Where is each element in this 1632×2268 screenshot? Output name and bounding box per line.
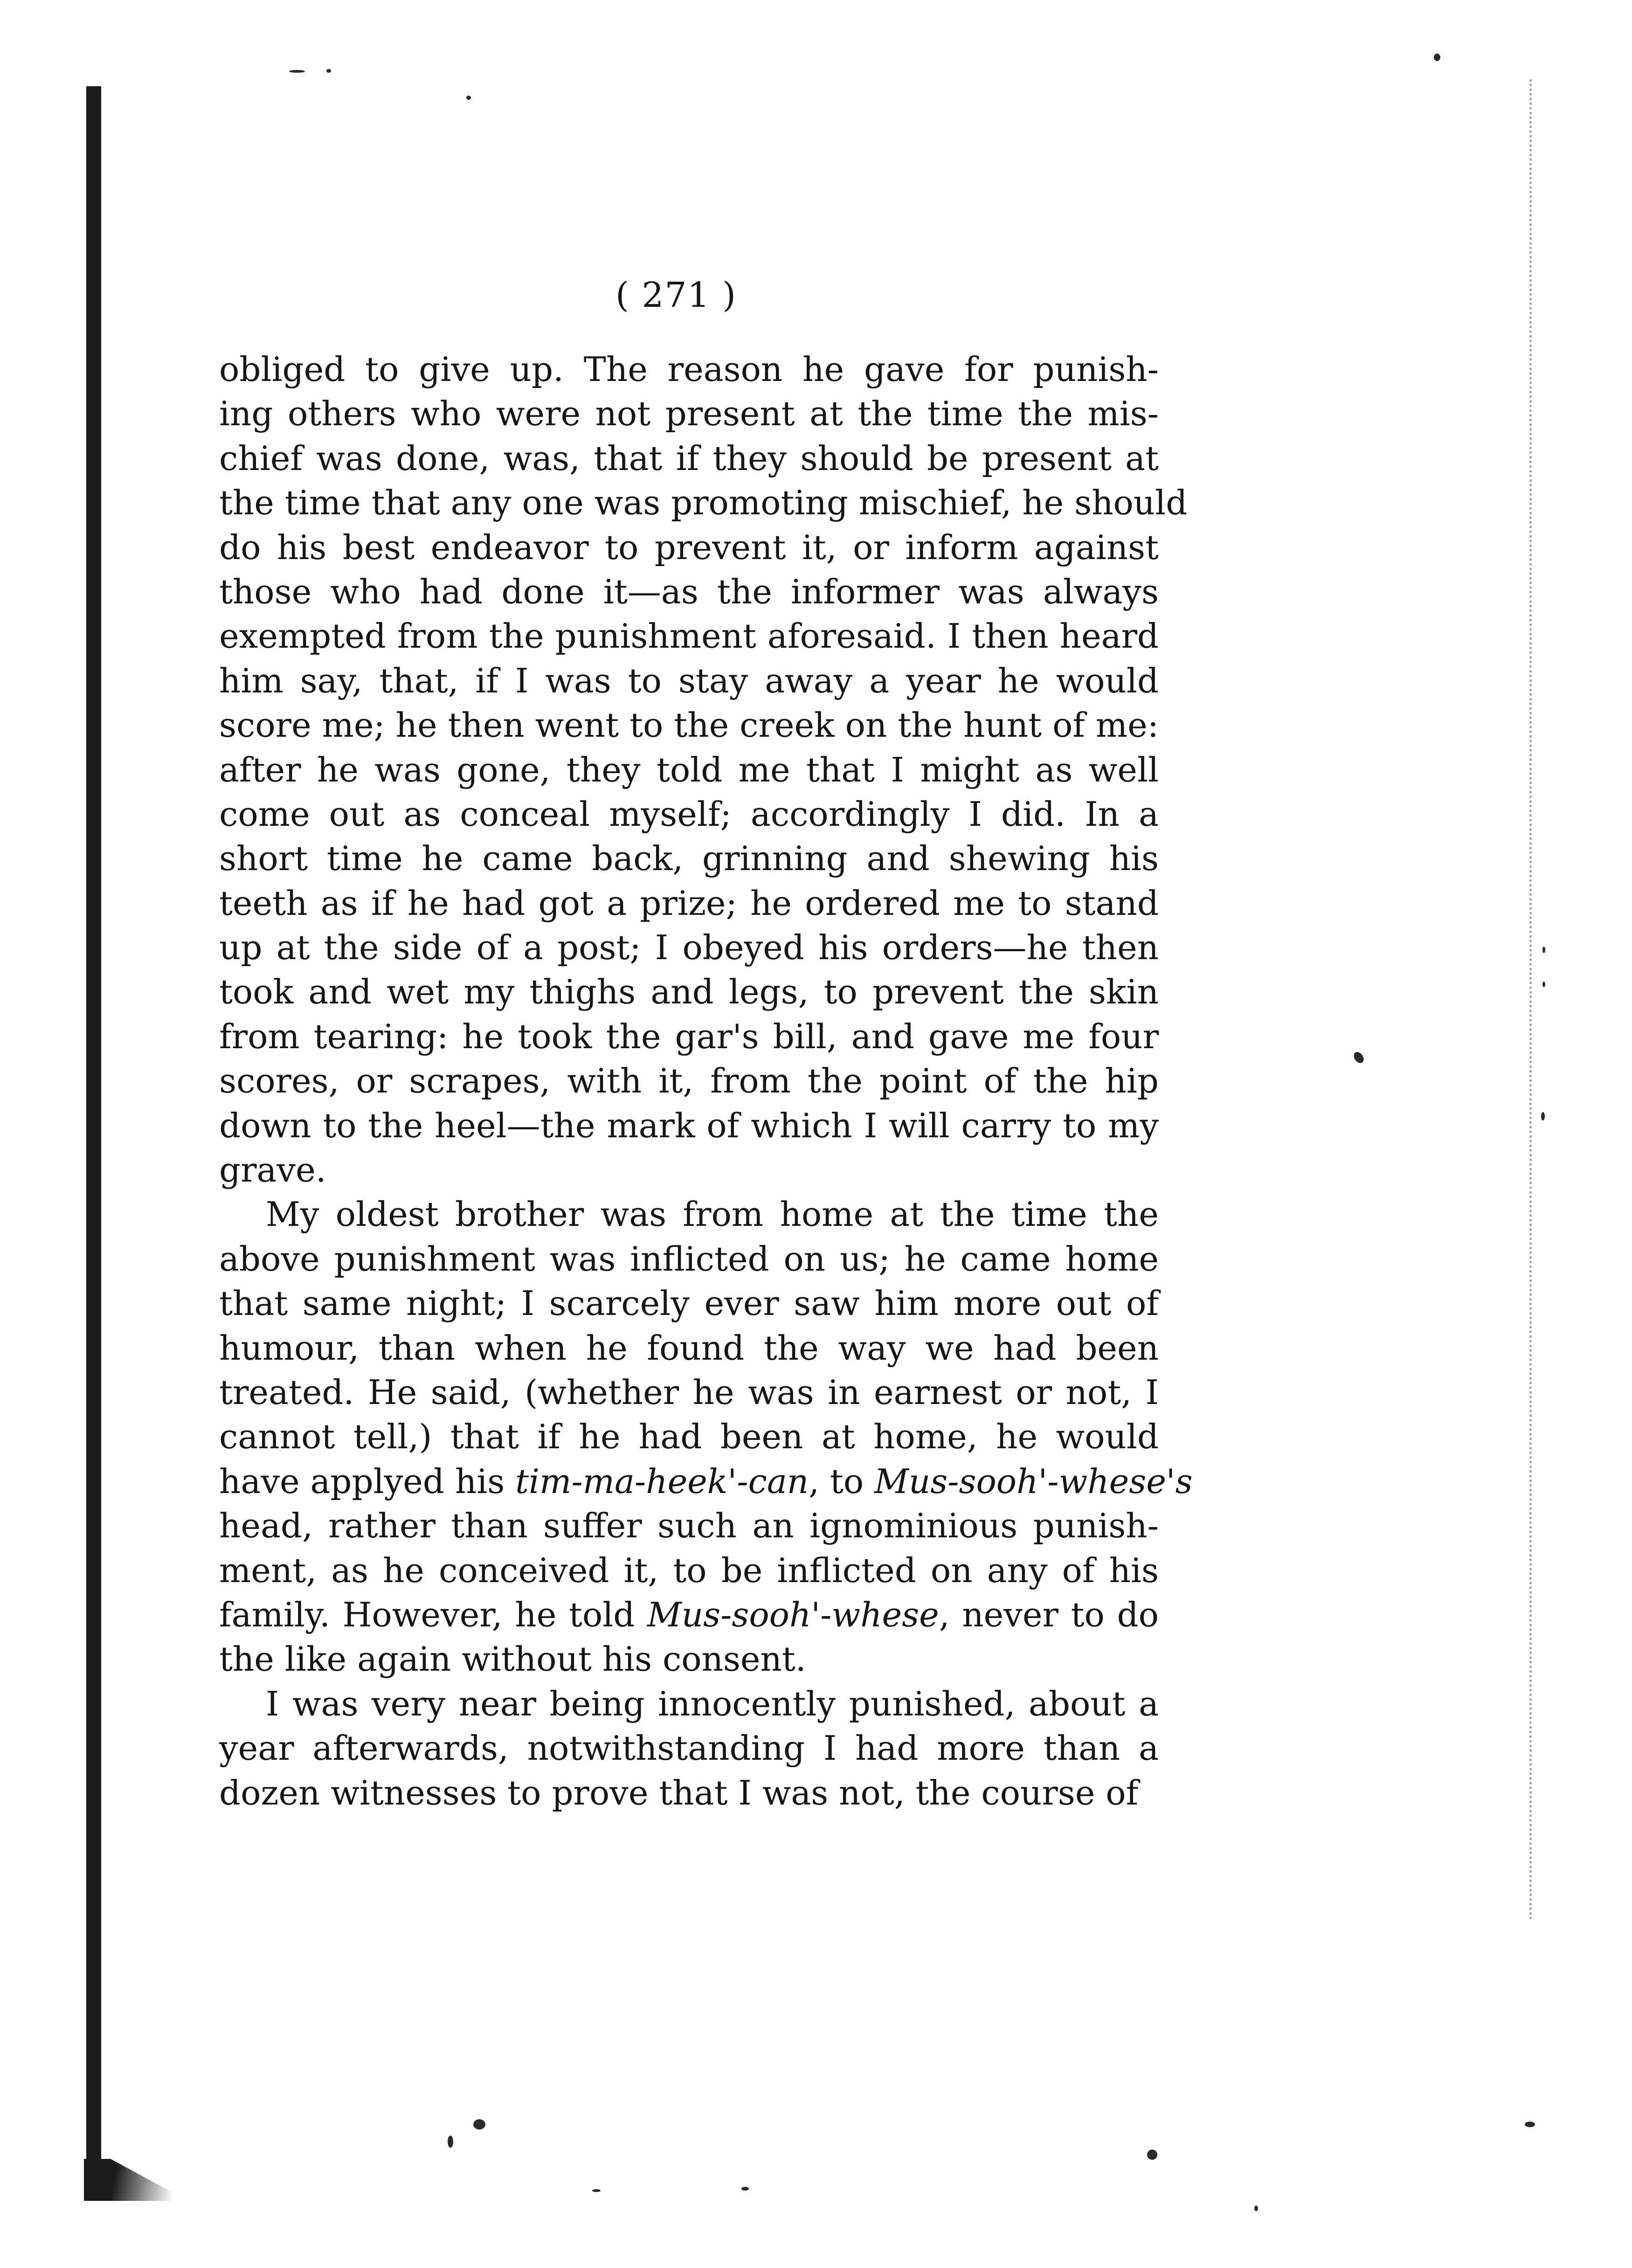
text-segment: dozen witnesses to prove that I was not, the course of bbox=[219, 1773, 1139, 1812]
text-segment: him say, that, if I was to stay away a year he would bbox=[219, 661, 1159, 700]
text-line bbox=[219, 570, 1159, 614]
text-line bbox=[219, 1104, 1159, 1148]
text-segment: grave. bbox=[219, 1150, 326, 1190]
text-segment: ment, as he conceived it, to be inflicted on any of his bbox=[219, 1550, 1159, 1590]
text-segment: score me; he then went to the creek on the hunt of me: bbox=[219, 705, 1159, 745]
text-line bbox=[219, 1192, 1159, 1237]
paragraph bbox=[219, 1192, 1193, 1681]
text-line bbox=[219, 1459, 1193, 1504]
book-spine-corner bbox=[84, 2159, 173, 2201]
speck bbox=[448, 2136, 453, 2148]
book-spine-shadow bbox=[86, 86, 101, 2199]
text-segment: come out as conceal myself; accordingly I did. In a bbox=[219, 794, 1159, 834]
text-line bbox=[219, 347, 1159, 392]
speck bbox=[1542, 982, 1545, 987]
text-line bbox=[219, 1148, 1159, 1192]
speck bbox=[1254, 2206, 1258, 2211]
text-line bbox=[219, 659, 1159, 703]
text-line bbox=[219, 392, 1159, 436]
text-segment: have applyed his bbox=[219, 1461, 516, 1501]
text-segment: down to the heel—the mark of which I will carry to my bbox=[219, 1106, 1159, 1145]
speck bbox=[289, 70, 305, 73]
text-line bbox=[219, 1726, 1159, 1770]
paragraph bbox=[219, 1682, 1159, 1815]
text-line bbox=[219, 1415, 1159, 1459]
speck bbox=[1434, 54, 1440, 61]
text-line bbox=[219, 837, 1159, 881]
text-line bbox=[219, 1682, 1159, 1726]
text-line bbox=[219, 614, 1159, 658]
text-segment: treated. He said, (whether he was in earnest or not, I bbox=[219, 1372, 1159, 1412]
text-line bbox=[219, 1015, 1159, 1059]
text-line bbox=[219, 970, 1159, 1014]
text-segment: cannot tell,) that if he had been at home, he would bbox=[219, 1417, 1159, 1457]
text-segment: do his best endeavor to prevent it, or inform against bbox=[219, 527, 1159, 567]
speck bbox=[326, 69, 331, 73]
text-segment: that same night; I scarcely ever saw him more out of bbox=[219, 1284, 1159, 1323]
text-segment: up at the side of a post; I obeyed his orders—he then bbox=[219, 928, 1159, 968]
text-line bbox=[219, 926, 1159, 970]
speck bbox=[1352, 1050, 1366, 1065]
text-segment: above punishment was inflicted on us; he came home bbox=[219, 1239, 1159, 1279]
text-segment: scores, or scrapes, with it, from the point of the hip bbox=[219, 1061, 1159, 1101]
text-segment: from tearing: he took the gar's bill, and gave me four bbox=[219, 1016, 1159, 1056]
speck bbox=[1525, 2122, 1535, 2127]
page-edge-dots bbox=[1529, 79, 1532, 1921]
text-segment: ing others who were not present at the time the mis- bbox=[219, 394, 1159, 434]
text-segment: the like again without his consent. bbox=[219, 1639, 806, 1679]
text-segment: year afterwards, notwithstanding I had more than a bbox=[219, 1729, 1159, 1768]
text-line bbox=[219, 792, 1159, 837]
text-segment: , never to do bbox=[939, 1595, 1159, 1634]
text-line bbox=[219, 526, 1159, 570]
text-segment: teeth as if he had got a prize; he ordered me to stand bbox=[219, 883, 1159, 923]
text-segment: those who had done it—as the informer was always bbox=[219, 572, 1159, 611]
text-line bbox=[219, 1504, 1159, 1548]
text-line bbox=[219, 481, 1188, 525]
speck bbox=[1542, 947, 1545, 953]
speck bbox=[1147, 2150, 1157, 2160]
text-line bbox=[219, 1771, 1159, 1815]
text-segment: took and wet my thighs and legs, to prevent the skin bbox=[219, 972, 1159, 1012]
text-line bbox=[219, 748, 1159, 792]
text-segment: chief was done, was, that if they should be present at bbox=[219, 438, 1159, 478]
speck bbox=[741, 2187, 749, 2191]
text-segment: exempted from the punishment aforesaid. I then heard bbox=[219, 616, 1159, 656]
text-segment: obliged to give up. The reason he gave for punish- bbox=[219, 350, 1159, 389]
text-line bbox=[219, 1593, 1159, 1637]
text-line bbox=[219, 703, 1159, 747]
text-segment: after he was gone, they told me that I might as well bbox=[219, 750, 1159, 789]
speck bbox=[592, 2189, 601, 2192]
italic-term: tim-ma-heek'-can bbox=[515, 1461, 809, 1501]
text-segment: short time he came back, grinning and shewing his bbox=[219, 839, 1159, 878]
text-segment: humour, than when he found the way we had been bbox=[219, 1328, 1159, 1368]
text-line bbox=[219, 1059, 1159, 1103]
paragraph bbox=[219, 347, 1188, 1192]
text-segment: family. However, he told bbox=[219, 1595, 648, 1634]
text-segment: , to bbox=[809, 1461, 875, 1501]
text-line bbox=[219, 1237, 1159, 1281]
text-line bbox=[219, 1637, 1159, 1681]
speck bbox=[1541, 1112, 1545, 1120]
text-line bbox=[219, 1281, 1159, 1326]
text-line bbox=[219, 1549, 1159, 1593]
body-text bbox=[219, 347, 1193, 1815]
page-number: ( 271 ) bbox=[615, 275, 737, 315]
speck bbox=[473, 2119, 485, 2130]
text-segment: head, rather than suffer such an ignominious punish- bbox=[219, 1506, 1159, 1546]
speck bbox=[466, 96, 471, 100]
text-line bbox=[219, 1370, 1159, 1415]
text-line bbox=[219, 881, 1159, 926]
italic-term: Mus-sooh'-whese's bbox=[874, 1461, 1193, 1501]
text-segment: My oldest brother was from home at the time the bbox=[266, 1195, 1159, 1234]
text-line bbox=[219, 1326, 1159, 1370]
text-segment: I was very near being innocently punished, about a bbox=[266, 1684, 1159, 1723]
text-line bbox=[219, 436, 1159, 481]
italic-term: Mus-sooh'-whese bbox=[647, 1595, 939, 1634]
text-segment: the time that any one was promoting mischief, he should bbox=[219, 483, 1188, 523]
